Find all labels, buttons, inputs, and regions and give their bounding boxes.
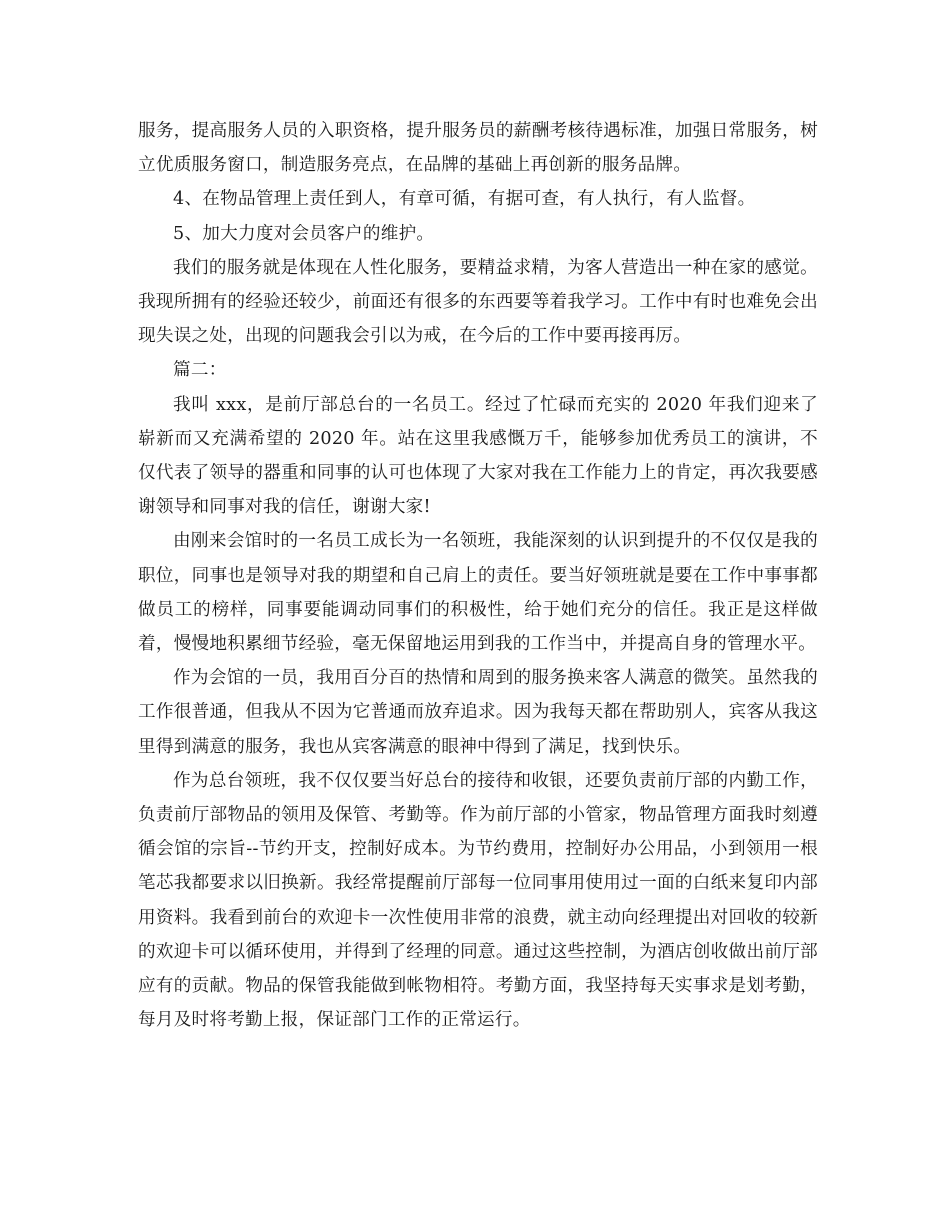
paragraph-introduction: 我叫 xxx，是前厅部总台的一名员工。经过了忙碌而充实的 2020 年我们迎来了崭新而又充满希望的 2020 年。站在这里我感慨万千，能够参加优秀员工的演讲，不仅代表了领导的器重和同事的认可也体现了大家对我在工作能力上的肯定，再次我要感谢领导和同事对我的信任，谢谢大家! [138, 394, 818, 518]
paragraph-humanized-service: 我们的服务就是体现在人性化服务，要精益求精，为客人营造出一种在家的感觉。我现所拥有的经验还较少，前面还有很多的东西要等着我学习。工作中有时也难免会出现失误之处，出现的问题我会引以为戒，在今后的工作中要再接再厉。 [138, 257, 818, 347]
paragraph-front-desk-duties: 作为总台领班，我不仅仅要当好总台的接待和收银，还要负责前厅部的内勤工作，负责前厅部物品的领用及保管、考勤等。作为前厅部的小管家，物品管理方面我时刻遵循会馆的宗旨--节约开支，控制好成本。为节约费用，控制好办公用品，小到领用一根笔芯我都要求以旧换新。我经常提醒前厅部每一位同事用使用过一面的白纸来复印内部用资料。我看到前台的欢迎卡一次性使用非常的浪费，就主动向经理提出对回收的较新的欢迎卡可以循环使用，并得到了经理的同意。通过这些控制，为酒店创收做出前厅部应有的贡献。物品的保管我能做到帐物相符。考勤方面，我坚持每天实事求是划考勤，每月及时将考勤上报，保证部门工作的正常运行。 [138, 770, 818, 1031]
paragraph-member-maintenance: 5、加大力度对会员客户的维护。 [173, 223, 435, 244]
section-heading-part-two: 篇二： [173, 360, 227, 381]
paragraph-service-attitude: 作为会馆的一员，我用百分百的热情和周到的服务换来客人满意的微笑。虽然我的工作很普通，但我从不因为它普通而放弃追求。因为我每天都在帮助别人，宾客从我这里得到满意的服务，我也从宾客满意的眼神中得到了满足，找到快乐。 [138, 668, 818, 757]
paragraph-item-management: 4、在物品管理上责任到人，有章可循，有据可查，有人执行，有人监督。 [173, 189, 756, 210]
document-body [138, 114, 818, 1037]
paragraph-growth-to-supervisor: 由刚来会馆时的一名员工成长为一名领班，我能深刻的认识到提升的不仅仅是我的职位，同事也是领导对我的期望和自己肩上的责任。要当好领班就是要在工作中事事都做员工的榜样，同事要能调动同事们的积极性，给于她们充分的信任。我正是这样做着，慢慢地积累细节经验，毫无保留地运用到我的工作当中，并提高自身的管理水平。 [138, 531, 818, 655]
paragraph-service-standards: 服务，提高服务人员的入职资格，提升服务员的薪酬考核待遇标准，加强日常服务，树立优质服务窗口，制造服务亮点，在品牌的基础上再创新的服务品牌。 [138, 121, 818, 176]
